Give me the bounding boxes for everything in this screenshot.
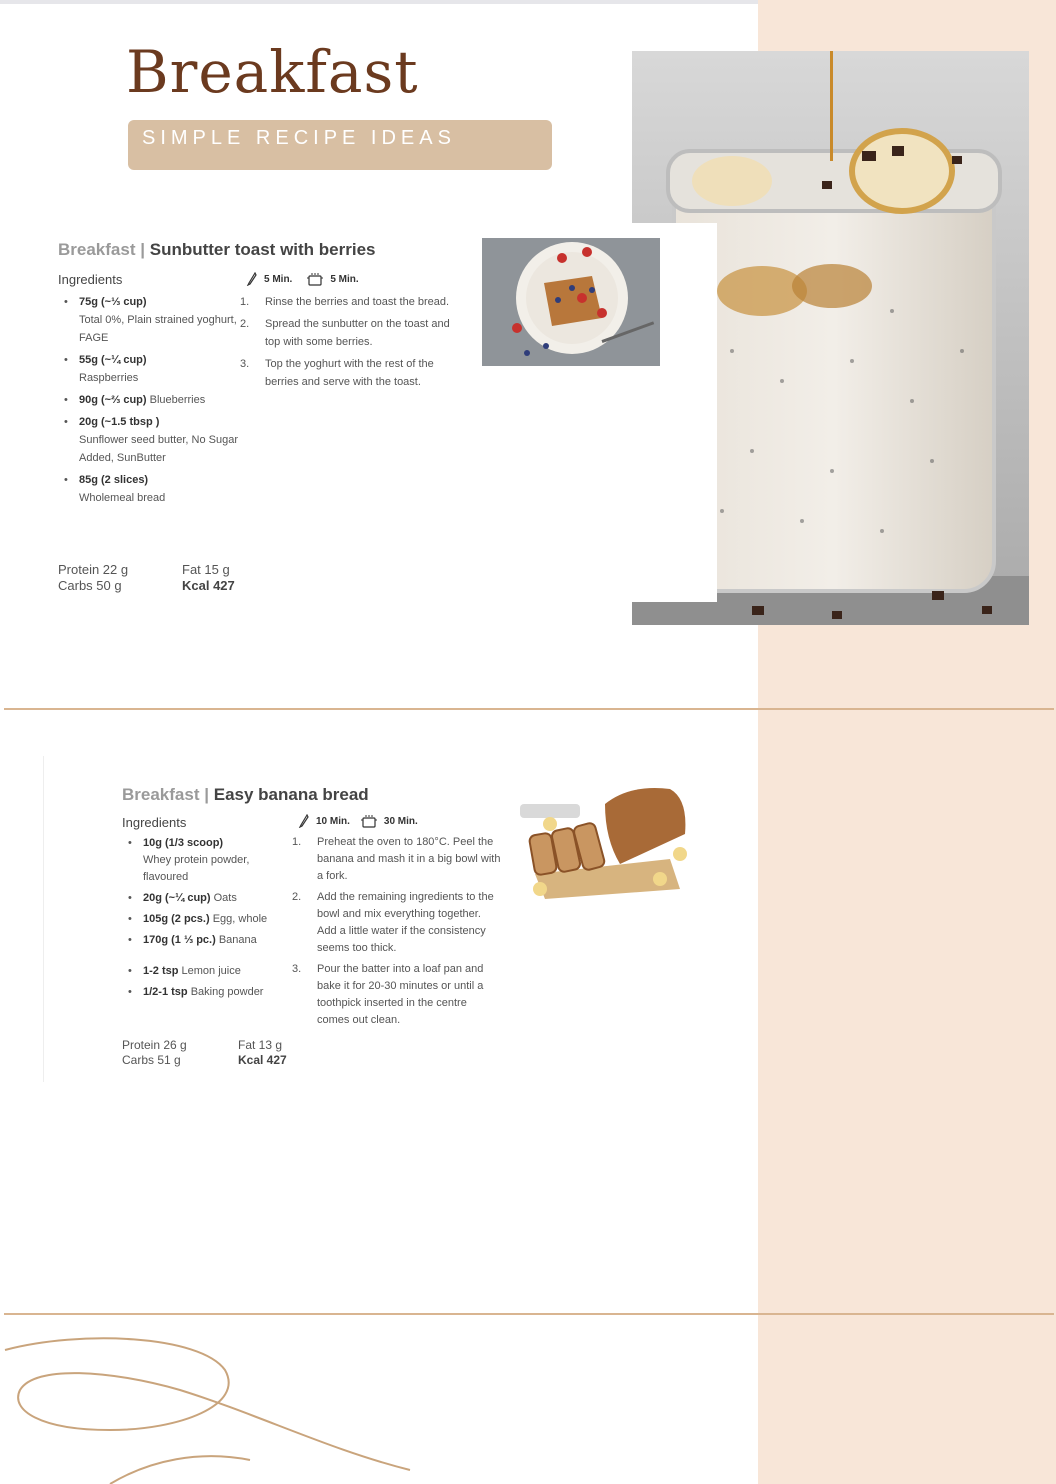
pot-icon (306, 272, 324, 286)
banana-bread-photo (520, 784, 687, 902)
ingredient-item: • 10g (1/3 scoop) Whey protein powder, flavoured (122, 835, 292, 886)
steps-list (292, 834, 502, 1033)
protein-value: Protein 26 g (122, 1038, 187, 1052)
recipe-title (122, 785, 369, 805)
recipe-name: Easy banana bread (213, 785, 369, 804)
recipe-title (58, 240, 375, 260)
ingredient-item: • 1/2-1 tsp Baking powder (122, 984, 292, 1001)
fat-value: Fat 15 g (182, 562, 230, 577)
prep-time: 5 Min. (264, 273, 293, 285)
ingredient-item: • 105g (2 pcs.) Egg, whole (122, 911, 292, 928)
time-info (298, 814, 418, 828)
macros-right (182, 562, 235, 594)
ingredients-list (122, 835, 292, 1005)
ingredient-item: • 75g (~⅓ cup) Total 0%, Plain strained yoghurt, FAGE (58, 293, 238, 347)
macros-right (238, 1038, 287, 1068)
page-title: Breakfast (126, 38, 419, 106)
recipe-name: Sunbutter toast with berries (149, 240, 376, 259)
time-info (246, 272, 359, 286)
recipe-category: Breakfast (122, 785, 200, 804)
step-item: 2. Add the remaining ingredients to the bowl and mix everything together. Add a little water if the consistency seems too thick. (292, 891, 494, 954)
ingredients-heading: Ingredients (122, 815, 187, 830)
macros-left (122, 1038, 187, 1068)
ingredients-list (58, 293, 238, 511)
title-separator: | (204, 785, 209, 804)
section-divider-2 (4, 1313, 1054, 1315)
macros-left (58, 562, 128, 594)
decorative-swirl (0, 1320, 420, 1484)
carbs-value: Carbs 51 g (122, 1053, 181, 1067)
step-item: 2. Spread the sunbutter on the toast and top with some berries. (240, 318, 450, 348)
page-subtitle: SIMPLE RECIPE IDEAS (142, 127, 456, 149)
section-divider-1 (4, 708, 1054, 710)
ingredients-heading: Ingredients (58, 272, 123, 287)
kcal-value: Kcal 427 (182, 578, 235, 593)
step-item: 3. Top the yoghurt with the rest of the berries and serve with the toast. (240, 358, 434, 388)
ingredient-item: • 85g (2 slices) Wholemeal bread (58, 471, 238, 507)
toast-berries-photo (482, 238, 660, 366)
steps-list (240, 293, 460, 395)
ingredient-item: • 90g (~⅔ cup) Blueberries (58, 391, 238, 409)
prep-time: 10 Min. (316, 815, 350, 827)
step-item: 1. Rinse the berries and toast the bread. (240, 296, 450, 308)
pot-icon (360, 814, 378, 828)
knife-icon (298, 814, 310, 828)
step-item: 3. Pour the batter into a loaf pan and bake it for 20-30 minutes or until a toothpick inserted in the centre comes out clean. (292, 963, 484, 1026)
recipe-2-left-rule (43, 756, 44, 1082)
step-item: 1. Preheat the oven to 180°C. Peel the banana and mash it in a big bowl with a fork. (292, 836, 501, 882)
kcal-value: Kcal 427 (238, 1053, 287, 1067)
knife-icon (246, 272, 258, 286)
ingredient-item: • 20g (~¼ cup) Oats (122, 890, 292, 907)
recipe-category: Breakfast (58, 240, 136, 259)
title-separator: | (140, 240, 145, 259)
protein-value: Protein 22 g (58, 562, 129, 577)
ingredient-item: • 20g (~1.5 tbsp ) Sunflower seed butter, No Sugar Added, SunButter (58, 413, 238, 467)
cook-time: 30 Min. (383, 815, 418, 827)
ingredient-item: • 170g (1 ⅓ pc.) Banana (122, 932, 292, 949)
ingredient-item: • 55g (~¼ cup) Raspberries (58, 351, 238, 387)
cook-time: 5 Min. (330, 273, 359, 285)
ingredient-item: • 1-2 tsp Lemon juice (122, 963, 292, 980)
fat-value: Fat 13 g (238, 1038, 283, 1052)
carbs-value: Carbs 50 g (58, 578, 122, 593)
